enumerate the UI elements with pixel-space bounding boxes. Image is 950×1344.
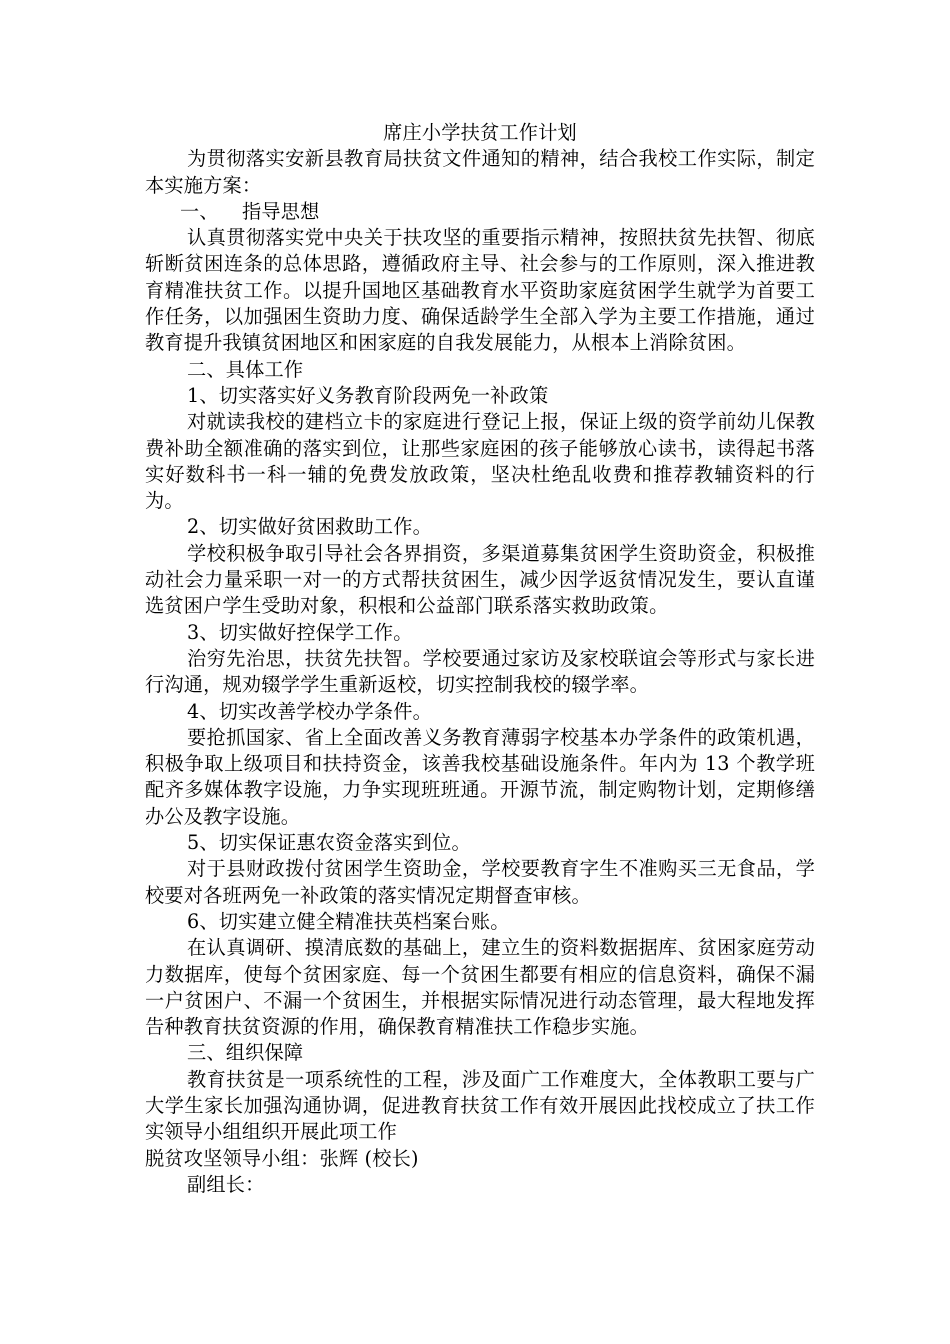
section-2-heading: 二、具体工作: [187, 357, 304, 381]
section-3-body: 教育扶贫是一项系统性的工程，涉及面广工作难度大，全体教职工要与广大学生家长加强沟通协调，促进教育扶贫工作有效开展因此找校成立了扶工作实领导小组组织开展此项工作: [145, 1067, 815, 1144]
item-4-body: 要抢抓国家、省上全面改善义务教育薄弱字校基本办学条件的政策机遇，积极争取上级项目和扶持资金，该善我校基础设施条件。年内为 13 个教学班配齐多媒体教字设施，力争实现班班通。开源节流，制定购物计划，定期修缮办公及教字设施。: [145, 725, 815, 828]
section-1-number: 一、: [180, 199, 219, 223]
leader-line: 脱贫攻坚领导小组：张辉 (校长): [145, 1146, 419, 1170]
section-3-heading: 三、组织保障: [187, 1041, 304, 1065]
section-1-heading: [145, 199, 815, 225]
item-2-body: 学校积极争取引导社会各界捐资，多渠道募集贫困学生资助资金，积极推动社会力量采职一对一的方式帮扶贫困生，减少因学返贫情况发生，要认直谨选贫困户学生受助对象，积根和公益部门联系落实救助政策。: [145, 541, 815, 618]
item-4-heading: 4、切实改善学校办学条件。: [187, 699, 433, 723]
document-page: [145, 120, 815, 1198]
item-3-heading: 3、切实做好控保学工作。: [187, 620, 413, 644]
deputy-line: 副组长：: [187, 1172, 265, 1196]
section-1-body: 认真贯彻落实党中央关于扶攻坚的重要指示精神，按照扶贫先扶智、彻底斩断贫困连条的总体思路，遵循政府主导、社会参与的工作原则，深入推进教育精准扶贫工作。以提升国地区基础教育水平资助家庭贫困学生就学为首要工作任务，以加强困生资助力度、确保适龄学生全部入学为主要工作措施，通过教育提升我镇贫困地区和困家庭的自我发展能力，从根本上消除贫困。: [145, 226, 815, 355]
section-1-label: 指导思想: [242, 199, 320, 223]
item-6-heading: 6、切实建立健全精准扶英档案台账。: [187, 909, 510, 933]
item-1-heading: 1、切实落实好义务教育阶段两免一补政策: [187, 383, 549, 407]
intro-paragraph: 为贯彻落实安新县教育局扶贫文件通知的精神，结合我校工作实际，制定本实施方案：: [145, 147, 815, 197]
item-1-body: 对就读我校的建档立卡的家庭进行登记上报，保证上级的资学前幼儿保教费补助全额准确的落实到位，让那些家庭困的孩子能够放心读书，读得起书落实好数科书一科一辅的免费发放政策，坚决杜绝乱收费和推荐教辅资料的行为。: [145, 410, 815, 513]
item-5-body: 对于县财政拨付贫困学生资助金，学校要教育字生不准购买三无食品，学校要对各班两免一补政策的落实情况定期督查审核。: [145, 857, 815, 907]
item-6-body: 在认真调研、摸清底数的基础上，建立生的资料数据据库、贫困家庭劳动力数据库，使每个贫困家庭、每一个贫困生都要有相应的信息资料，确保不漏一户贫困户、不漏一个贫困生，并根据实际情况进行动态管理，最大程地发挥告种教育扶贫资源的作用，确保教育精准扶工作稳步实施。: [145, 936, 815, 1039]
item-3-body: 治穷先治思，扶贫先扶智。学校要通过家访及家校联谊会等形式与家长进行沟通，规劝辍学学生重新返校，切实控制我校的辍学率。: [145, 646, 815, 697]
item-2-heading: 2、切实做好贫困救助工作。: [187, 515, 433, 539]
item-5-heading: 5、切实保证惠农资金落实到位。: [187, 831, 471, 855]
document-title: 席庄小学扶贫工作计划: [383, 121, 577, 144]
